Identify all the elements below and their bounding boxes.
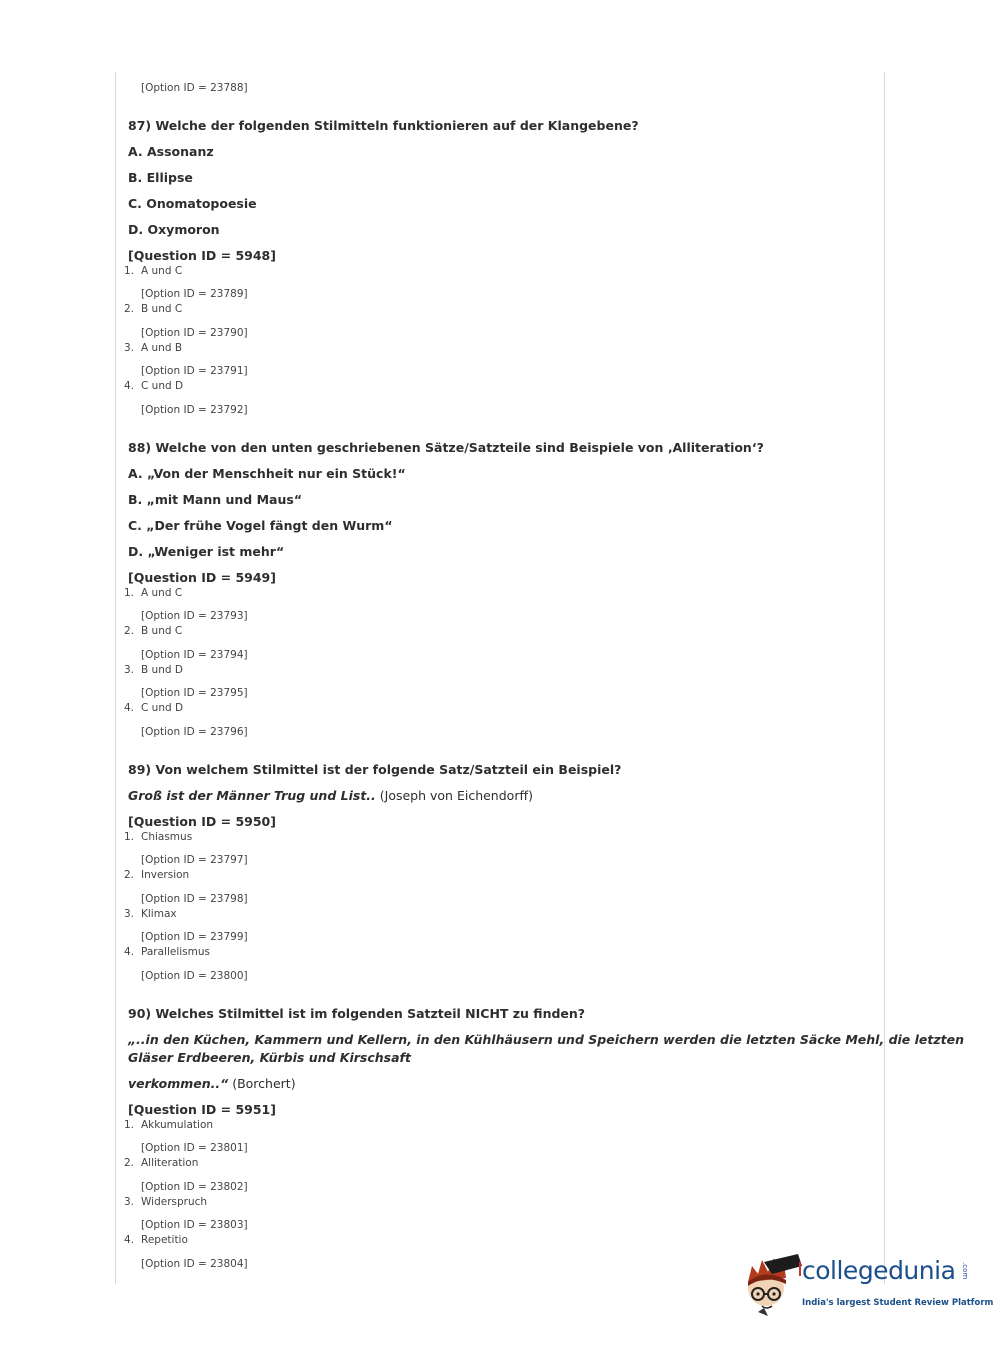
option-number: 3. [124,342,135,354]
option-text: Alliteration [141,1157,199,1169]
answer-option [124,908,177,920]
option-number: 4. [124,946,135,958]
option-text: C und D [141,702,184,714]
answer-option [124,1196,207,1208]
answer-option [124,1234,188,1246]
option-text: A und C [141,587,183,599]
question-id: [Question ID = 5948] [128,248,276,263]
option-text: C und D [141,380,184,392]
option-text: Parallelismus [141,946,210,958]
quote-text: Groß ist der Männer Trug und List.. [128,788,376,803]
quoted-passage-line-2 [128,1050,411,1065]
option-text: Widerspruch [141,1196,208,1208]
option-number: 2. [124,1157,135,1169]
option-id: [Option ID = 23800] [141,970,248,982]
option-number: 3. [124,1196,135,1208]
option-number: 4. [124,1234,135,1246]
option-id: [Option ID = 23793] [141,610,248,622]
mascot-icon [742,1252,804,1316]
statement-d: D. Oxymoron [128,222,220,237]
option-text: Inversion [141,869,190,881]
option-text: B und D [141,664,183,676]
option-number: 4. [124,380,135,392]
option-number: 1. [124,587,135,599]
option-id: [Option ID = 23799] [141,931,248,943]
option-text: B und C [141,625,183,637]
answer-option [124,1157,198,1169]
option-id: [Option ID = 23791] [141,365,248,377]
statement-c: C. Onomatopoesie [128,196,257,211]
option-number: 1. [124,831,135,843]
question-90-title: 90) Welches Stilmittel ist im folgenden Satzteil NICHT zu finden? [128,1006,586,1021]
option-number: 2. [124,303,135,315]
option-id: [Option ID = 23798] [141,893,248,905]
quote-text: „..in den Küchen, Kammern und Kellern, in den Kühlhäusern und Speichern werden die letzten Säcke Mehl, die letzten [128,1032,964,1047]
option-id: [Option ID = 23801] [141,1142,248,1154]
statement-b: B. Ellipse [128,170,193,185]
option-id: [Option ID = 23803] [141,1219,248,1231]
option-text: Chiasmus [141,831,193,843]
logo-suffix: .com [961,1262,969,1280]
statement-b: B. „mit Mann und Maus“ [128,492,303,507]
logo-tagline: India's largest Student Review Platform [802,1298,994,1308]
option-id: [Option ID = 23790] [141,327,248,339]
option-id: [Option ID = 23802] [141,1181,248,1193]
quoted-passage-line-3 [128,1076,296,1091]
option-id: [Option ID = 23804] [141,1258,248,1270]
option-number: 1. [124,265,135,277]
answer-option [124,869,189,881]
left-margin-rule [115,72,116,1284]
option-number: 3. [124,664,135,676]
answer-option [124,380,183,392]
logo-wordmark: collegedunia [802,1256,956,1285]
option-id: [Option ID = 23789] [141,288,248,300]
statement-a: A. Assonanz [128,144,214,159]
option-text: A und C [141,265,183,277]
collegedunia-logo[interactable] [742,1252,994,1316]
option-number: 2. [124,625,135,637]
answer-option [124,625,182,637]
quoted-passage-line-1 [128,1032,964,1047]
option-number: 2. [124,869,135,881]
answer-option [124,1119,213,1131]
option-id: [Option ID = 23794] [141,649,248,661]
quote-source: (Borchert) [228,1076,296,1091]
option-number: 3. [124,908,135,920]
statement-a: A. „Von der Menschheit nur ein Stück!“ [128,466,406,481]
statement-d: D. „Weniger ist mehr“ [128,544,285,559]
option-id: [Option ID = 23788] [141,82,248,94]
quote-text: verkommen..“ [128,1076,229,1091]
question-88-title: 88) Welche von den unten geschriebenen Sätze/Satzteile sind Beispiele von ‚Alliteration‘? [128,440,764,455]
quote-text: Gläser Erdbeeren, Kürbis und Kirschsaft [128,1050,411,1065]
answer-option [124,342,182,354]
option-id: [Option ID = 23792] [141,404,248,416]
option-text: A und B [141,342,183,354]
option-text: Repetitio [141,1234,188,1246]
question-89-title: 89) Von welchem Stilmittel ist der folgende Satz/Satzteil ein Beispiel? [128,762,622,777]
option-id: [Option ID = 23796] [141,726,248,738]
option-text: Klimax [141,908,177,920]
answer-option [124,664,183,676]
question-id: [Question ID = 5949] [128,570,276,585]
answer-option [124,303,182,315]
option-id: [Option ID = 23795] [141,687,248,699]
option-text: B und C [141,303,183,315]
right-margin-rule [884,72,885,1284]
option-number: 4. [124,702,135,714]
statement-c: C. „Der frühe Vogel fängt den Wurm“ [128,518,393,533]
question-id: [Question ID = 5951] [128,1102,276,1117]
answer-option [124,702,183,714]
answer-option [124,265,182,277]
answer-option [124,831,192,843]
question-87-title: 87) Welche der folgenden Stilmitteln funktionieren auf der Klangebene? [128,118,639,133]
quote-source: (Joseph von Eichendorff) [375,788,533,803]
option-text: Akkumulation [141,1119,214,1131]
option-number: 1. [124,1119,135,1131]
option-id: [Option ID = 23797] [141,854,248,866]
answer-option [124,587,182,599]
question-id: [Question ID = 5950] [128,814,276,829]
answer-option [124,946,210,958]
quoted-sentence [128,788,533,803]
